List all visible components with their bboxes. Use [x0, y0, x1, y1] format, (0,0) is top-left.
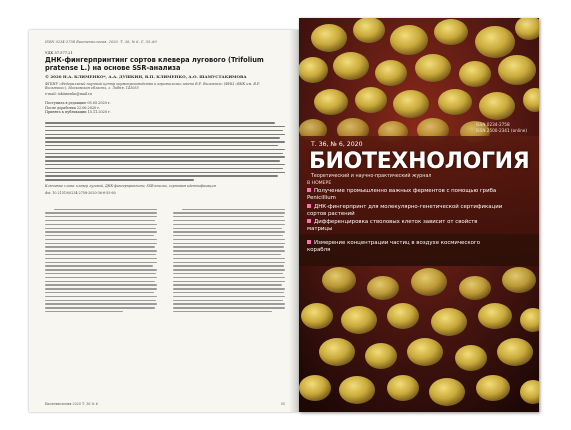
body-column-right — [173, 209, 285, 315]
issue-number: Т. 36, № 6, 2020 — [311, 141, 363, 148]
contact-email: e-mail: iskiimenko@mail.ru — [45, 92, 93, 97]
affiliation: ФГБНУ «Федеральный научный центр кормопроизводства и агроэкологии имени В.Р. Вильямса» (ФНЦ «ВИК им. В.Р. Вильямса»), Московская область, г. Лобня, 141055 — [45, 81, 261, 91]
date-revised: После доработки 22.06.2020 г. — [45, 105, 101, 110]
date-accepted: Принята к публикации 15.11.2020 г. — [45, 109, 111, 114]
abstract-text-block — [45, 122, 285, 180]
issn-print: ISSN 0234-2758 — [475, 122, 510, 127]
date-received: Поступила в редакцию 05.05.2020 г. — [45, 101, 111, 106]
feature-headline-2: ДНК-фингерпринт для молекулярно-генетической сертификации сортов растений — [307, 204, 503, 217]
journal-header: ISSN 0234-2758 Биотехнология. 2020. Т. 36. № 6. С. 55–60 — [45, 40, 157, 44]
doi: doi: 10.21519/0234-2758-2020-36-6-55-60 — [45, 190, 116, 195]
feature-headline-1: Получение промышленно важных ферментов с помощью гриба Penicillium — [307, 188, 497, 201]
journal-subtitle: Теоретический и научно-практический журнал — [311, 174, 432, 179]
article-page — [29, 30, 299, 412]
issn-block — [476, 122, 527, 133]
footer-journal: Биотехнология 2020 Т. 36 № 6 — [45, 402, 98, 406]
body-column-left — [45, 209, 157, 315]
journal-title: БИОТЕХНОЛОГИЯ — [309, 149, 530, 174]
bullet-icon — [307, 188, 311, 192]
submission-dates — [45, 101, 285, 114]
bullet-icon — [307, 240, 311, 244]
in-issue-label: В НОМЕРЕ — [307, 181, 332, 186]
page-gutter-shadow — [289, 30, 299, 412]
issn-online: ISSN 2500-2341 (online) — [475, 127, 527, 133]
keywords: Ключевые слова: клевер луговой, ДНК-фингерпринтинг, SSR-анализ, сортовая идентификация — [45, 183, 216, 188]
body-columns — [45, 209, 285, 315]
journal-cover — [299, 18, 539, 412]
bullet-icon — [307, 219, 311, 223]
feature-headline-3: Дифференцировка стволовых клеток зависит от свойств матрицы — [307, 219, 478, 232]
udk-code: УДК 57.577.21 — [45, 50, 73, 55]
page-footer — [45, 402, 285, 406]
author-list: © 2020 Н.А. КЛИМЕНКО*, А.А. ДУШКИН, В.П. КЛИМЕНКО, А.О. ШАМУСТАКИМОВА — [45, 74, 247, 80]
bullet-icon — [307, 204, 311, 208]
page-number: 55 — [280, 402, 285, 406]
feature-headline-4: Измерение концентрации частиц в воздухе космического корабля — [307, 240, 481, 253]
article-title: ДНК-фингерпринтинг сортов клевера лугового (Trifolium pratense L.) на основе SSR-анализа — [45, 56, 264, 72]
